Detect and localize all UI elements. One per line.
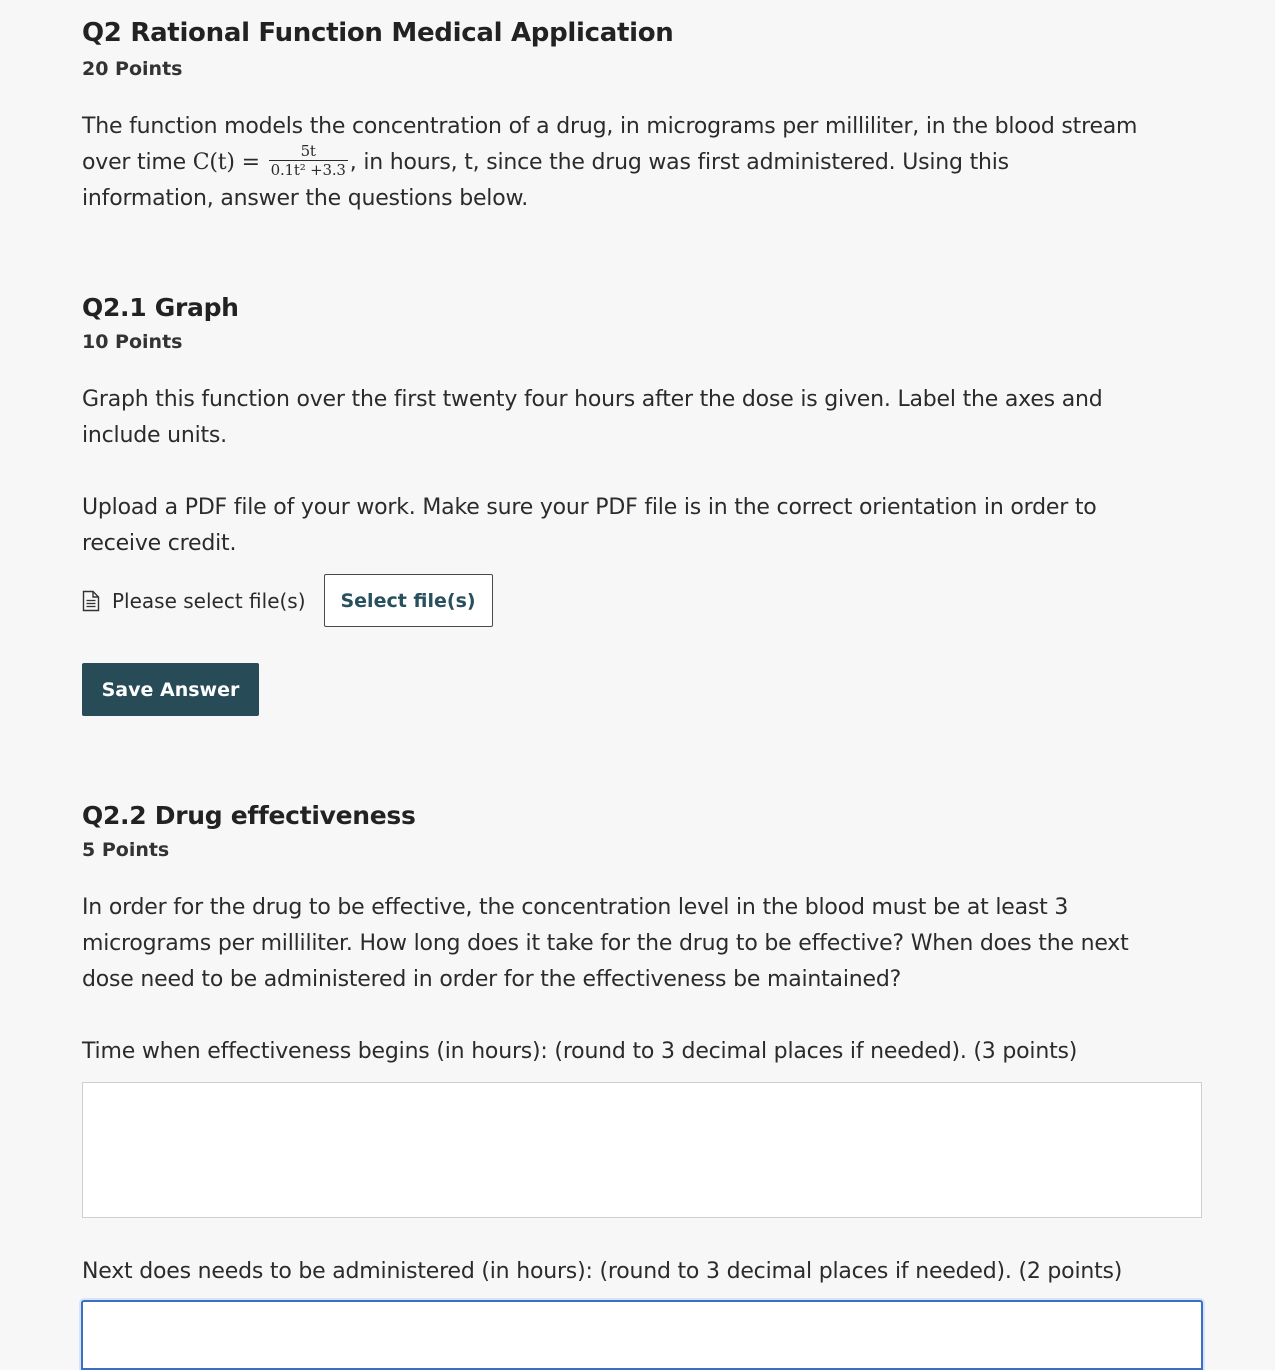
subquestion-1-points: 10 Points	[82, 331, 183, 353]
subquestion-2-prompt	[82, 890, 1202, 998]
intro-line-2-suffix: , in hours, t, since the drug was first administered. Using this	[349, 150, 1009, 175]
question-title: Q2 Rational Function Medical Application	[82, 18, 674, 48]
intro-line-2-prefix: over time	[82, 150, 193, 175]
subquestion-2-points: 5 Points	[82, 839, 170, 861]
document-icon	[82, 590, 100, 612]
prompt-line-2: include units.	[82, 423, 227, 448]
upload-instructions	[82, 490, 1202, 562]
subquestion-1-prompt	[82, 382, 1202, 454]
upload-line-1: Upload a PDF file of your work. Make sure your PDF file is in the correct orientation in order to	[82, 495, 1097, 520]
save-answer-button[interactable]: Save Answer	[82, 663, 259, 716]
file-upload-row	[82, 574, 493, 627]
formula-lhs: C(t) =	[192, 150, 260, 175]
formula-fraction	[269, 143, 348, 178]
next-dose-input[interactable]	[81, 1300, 1203, 1370]
formula-denominator: 0.1t² +3.3	[270, 160, 346, 179]
subquestion-1-title: Q2.1 Graph	[82, 293, 239, 322]
intro-line-3: information, answer the questions below.	[82, 186, 529, 211]
prompt-line-3: dose need to be administered in order for the effectiveness be maintained?	[82, 967, 902, 992]
intro-line-2	[82, 141, 1202, 181]
question-intro	[82, 109, 1202, 217]
next-dose-label: Next does needs to be administered (in hours): (round to 3 decimal places if needed). (2 points)	[82, 1259, 1123, 1284]
prompt-line-2: micrograms per milliliter. How long does it take for the drug to be effective? When does the next	[82, 931, 1129, 956]
file-status-text: Please select file(s)	[112, 588, 306, 613]
effectiveness-begins-input[interactable]	[82, 1082, 1202, 1218]
question-points: 20 Points	[82, 58, 183, 80]
prompt-line-1: Graph this function over the first twenty four hours after the dose is given. Label the axes and	[82, 387, 1103, 412]
effectiveness-begins-label: Time when effectiveness begins (in hours): (round to 3 decimal places if needed). (3 points)	[82, 1039, 1078, 1064]
formula-numerator: 5t	[269, 143, 348, 161]
intro-line-1: The function models the concentration of a drug, in micrograms per milliliter, in the blood stream	[82, 114, 1138, 139]
prompt-line-1: In order for the drug to be effective, the concentration level in the blood must be at least 3	[82, 895, 1069, 920]
upload-line-2: receive credit.	[82, 531, 237, 556]
subquestion-2-title: Q2.2 Drug effectiveness	[82, 801, 416, 830]
select-files-button[interactable]: Select file(s)	[324, 574, 493, 627]
